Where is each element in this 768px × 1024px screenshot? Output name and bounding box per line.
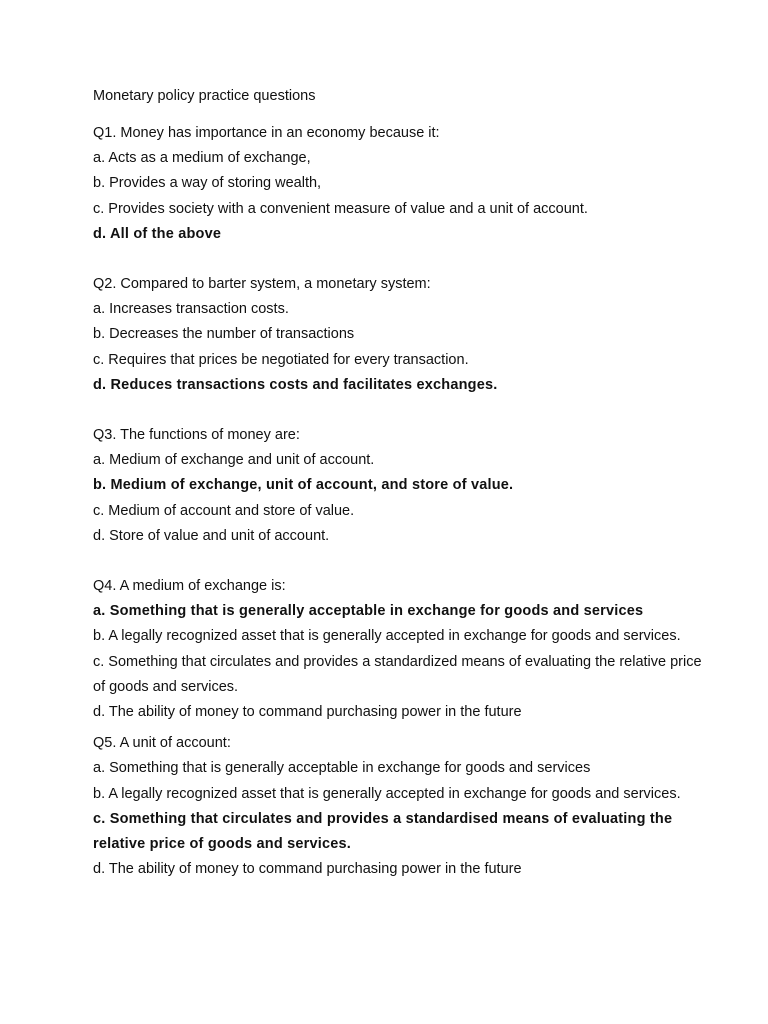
option-a: a. Medium of exchange and unit of account.	[93, 452, 375, 469]
option-a: a. Something that is generally acceptable in exchange for goods and services	[93, 760, 591, 777]
question-3	[93, 423, 708, 549]
document-title: Monetary policy practice questions	[93, 88, 316, 104]
option-d: d. Store of value and unit of account.	[93, 527, 330, 544]
option-b: b. A legally recognized asset that is generally accepted in exchange for goods and services.	[93, 785, 681, 802]
option-b: b. A legally recognized asset that is generally accepted in exchange for goods and services.	[93, 628, 681, 645]
question-stem: Q4. A medium of exchange is:	[93, 578, 286, 595]
question-5	[93, 731, 708, 882]
option-a: a. Increases transaction costs.	[93, 301, 289, 318]
option-c: c. Requires that prices be negotiated for every transaction.	[93, 351, 469, 368]
option-c: c. Something that circulates and provides a standardized means of evaluating the relative price of goods and services.	[93, 653, 702, 695]
question-stem: Q1. Money has importance in an economy because it:	[93, 125, 440, 141]
question-2	[93, 272, 708, 398]
option-b: b. Provides a way of storing wealth,	[93, 175, 322, 192]
option-a: a. Acts as a medium of exchange,	[93, 150, 311, 167]
option-c: c. Something that circulates and provides a standardised means of evaluating the relative price of goods and services.	[93, 810, 673, 853]
option-b: b. Decreases the number of transactions	[93, 326, 355, 343]
option-d: d. All of the above	[93, 225, 222, 242]
option-c: c. Medium of account and store of value.	[93, 502, 355, 519]
question-stem: Q3. The functions of money are:	[93, 427, 300, 444]
question-1	[93, 121, 708, 247]
question-stem: Q5. A unit of account:	[93, 735, 231, 752]
question-stem: Q2. Compared to barter system, a monetary system:	[93, 276, 431, 293]
option-d: d. The ability of money to command purchasing power in the future	[93, 861, 522, 878]
option-a: a. Something that is generally acceptable in exchange for goods and services	[93, 603, 644, 620]
option-c: c. Provides society with a convenient measure of value and a unit of account.	[93, 200, 588, 217]
option-d: d. The ability of money to command purchasing power in the future	[93, 704, 522, 721]
question-4	[93, 574, 708, 725]
option-b: b. Medium of exchange, unit of account, and store of value.	[93, 477, 514, 494]
option-d: d. Reduces transactions costs and facilitates exchanges.	[93, 376, 498, 393]
